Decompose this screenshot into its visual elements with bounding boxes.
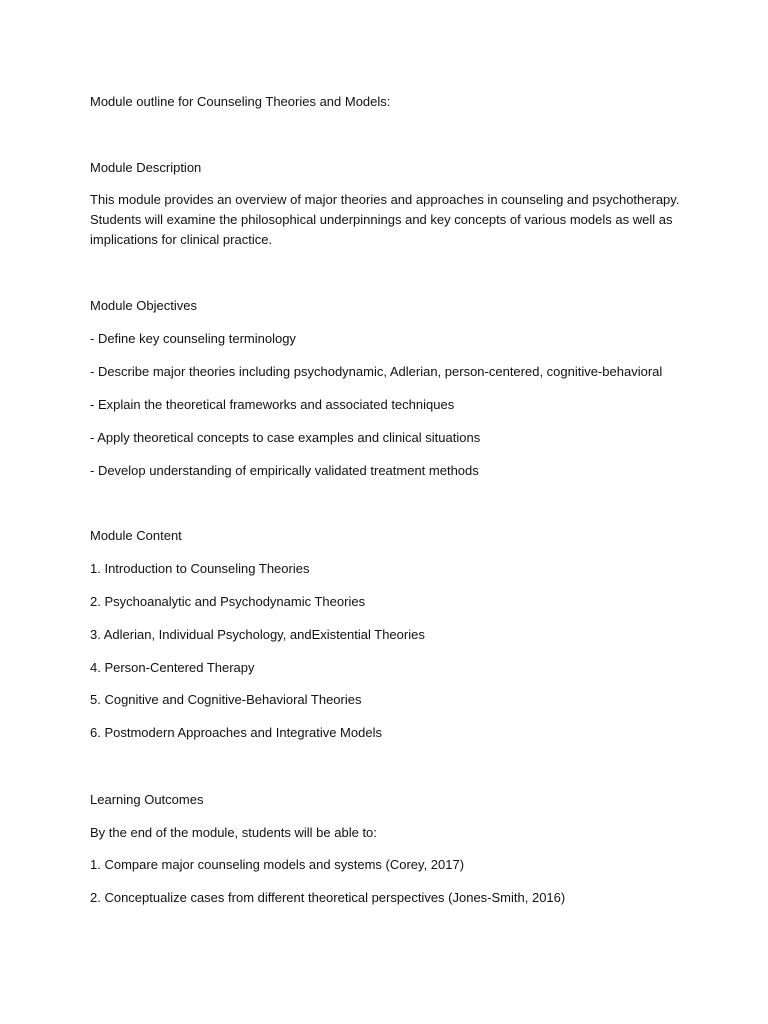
description-line: Students will examine the philosophical underpinnings and key concepts of various models as well as <box>90 212 673 227</box>
description-line: implications for clinical practice. <box>90 232 273 247</box>
document-title: Module outline for Counseling Theories and Models: <box>90 94 391 109</box>
outcome-item: 1. Compare major counseling models and systems (Corey, 2017) <box>90 857 465 872</box>
content-item: 2. Psychoanalytic and Psychodynamic Theories <box>90 594 366 609</box>
objectives-heading: Module Objectives <box>90 298 197 313</box>
outcomes-heading: Learning Outcomes <box>90 792 204 807</box>
description-heading: Module Description <box>90 160 202 175</box>
content-item: 1. Introduction to Counseling Theories <box>90 561 310 576</box>
objective-item: - Apply theoretical concepts to case examples and clinical situations <box>90 430 481 445</box>
objective-item: - Describe major theories including psychodynamic, Adlerian, person-centered, cognitive-behavioral <box>90 364 663 379</box>
objective-item: - Define key counseling terminology <box>90 331 296 346</box>
objective-item: - Develop understanding of empirically validated treatment methods <box>90 463 479 478</box>
content-heading: Module Content <box>90 528 182 543</box>
description-line: This module provides an overview of major theories and approaches in counseling and psychotherapy. <box>90 192 680 207</box>
content-item: 6. Postmodern Approaches and Integrative Models <box>90 725 382 740</box>
content-item: 5. Cognitive and Cognitive-Behavioral Theories <box>90 692 362 707</box>
content-item: 4. Person-Centered Therapy <box>90 660 255 675</box>
objective-item: - Explain the theoretical frameworks and associated techniques <box>90 397 455 412</box>
outcome-item: 2. Conceptualize cases from different theoretical perspectives (Jones-Smith, 2016) <box>90 890 566 905</box>
outcomes-intro: By the end of the module, students will be able to: <box>90 825 377 840</box>
content-item: 3. Adlerian, Individual Psychology, andExistential Theories <box>90 627 425 642</box>
